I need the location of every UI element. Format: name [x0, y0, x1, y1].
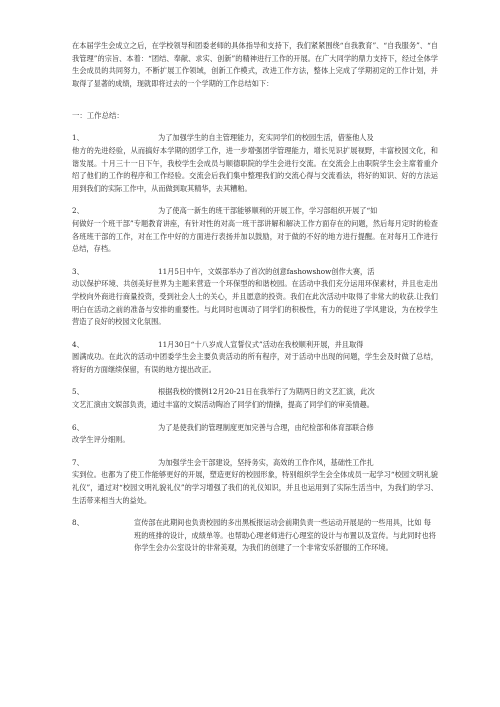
list-item: [72, 457, 438, 507]
list-item: [72, 386, 438, 411]
item-body: 实到位。也都为了使工作能够更好的开展，塑造更好的校园形象，特别组织学生会全体成员一起学习“校园文明礼貌礼仪”，通过对“校园文明礼貌礼仪”的学习增强了我们的礼仪知识，并且也运用到了实际生活当中，为我们的学习、生活带来相当大的益处。: [72, 470, 438, 505]
item-number: 6、: [72, 422, 84, 432]
list-item: [72, 266, 438, 329]
item-first-line: 根据我校的惯例12月20-21日在我举行了为期两日的文艺汇演，此次: [158, 387, 375, 397]
item-body: 动以保护环境、共创美好世界为主题来营造一个环保型的和谐校园。在活动中我们充分运用环保素材，并且也走出学校向外商进行商量投资，受到社会人士的关心，并且愿意的投资。我们在此次活动中取得了非常大的收获.让我们明白在活动之前的准备与安排的重要性。与此同时也调动了同学们的积极性，有力的促进了学风建设，为在校学生营造了良好的校园文化氛围。: [72, 279, 438, 327]
item-first-line: 为了加强学生的自主管理能力，充实同学们的校园生活，借鉴他人及: [158, 133, 374, 143]
item-first-line: 为加强学生会干部建设，坚持务实，高效的工作作风，基础性工作扎: [158, 457, 374, 467]
item-first-line: 11月30日“十八岁成人宣誓仪式”活动在我校顺利开展，并且取得: [158, 339, 364, 349]
item-number: 3、: [72, 266, 84, 276]
item-body: 他方的先进经验，从而搞好本学期的团学工作，进一步增强团学管理能力，增长见识扩展视野，丰富校园文化，和谐发展。十月三十一日下午，我校学生会成员与顺德职院的学生会进行交流。在交流会上由职院学生会主席着重介绍了他们的工作的程序和工作经验。交流会后我们集中整理我们的交流心得与交流看法，将好的知识、好的方法运用到我们的实际工作中，从而做到取其精华，去其糟粕。: [72, 145, 438, 193]
list-item: [72, 339, 438, 377]
item-number: 2、: [72, 206, 84, 216]
document-page: [72, 40, 438, 565]
list-item: [72, 517, 438, 555]
item-body: 宣传部在此期间也负责校园的多出黑板报运动会前期负责一些运动开展是的一些用具，比如 每班的班排的设计，成绩单等。也帮助心理老师进行心理室的设计与布置以及宣传。与此同时也将你学生会办公室设计的非常美观，为我们的创建了一个非常安乐舒服的工作环境。: [134, 518, 436, 553]
item-number: 7、: [72, 457, 84, 467]
item-body: 文艺汇演由文娱部负责，通过丰富的文娱活动陶冶了同学们的情操，提高了同学们的审美情趣。: [72, 400, 374, 410]
item-number: 1、: [72, 133, 84, 143]
list-item: [72, 205, 438, 255]
section-heading: 一：工作总结：: [72, 111, 124, 121]
list-item: [72, 422, 438, 447]
item-number: 4、: [72, 339, 84, 349]
item-number: 5、: [72, 387, 84, 397]
list-item: [72, 132, 438, 195]
item-body: 何做好一个班干部”专题教育讲座，有针对性的对高一班干部讲解和解决工作方面存在的问题，然后每月定时的检查各班班干部的工作，对在工作中好的方面进行表扬并加以鼓励，对于做的不好的地方进行提醒。在对每月工作进行总结，存档。: [72, 218, 438, 254]
item-first-line: 为了是使我们的管理制度更加完善与合理，由纪检部和体育部联合修: [158, 422, 374, 432]
item-number: 8、: [72, 518, 84, 528]
item-body: 改学生评分细则。: [72, 435, 130, 445]
item-first-line: 为了使高一新生的班干部能够顺利的开展工作，学习部组织开展了“如: [158, 206, 378, 216]
item-first-line: 11月5日中午，文娱部举办了首次的创意fashowshow创作大赛，活: [158, 266, 375, 276]
intro-paragraph: 在本届学生会成立之后，在学校领导和团委老师的具体指导和支持下，我们紧紧围绕“自我教育”、“自我服务”、“自我管理”的宗旨、本着：“团结、奉献、求实、创新”的精神进行工作的开展。在广大同学的鼎力支持下，经过全体学生会成员的共同努力，不断扩展工作领域，创新工作模式，改进工作方法，整体上完成了学期初定的工作计划，并取得了显著的成绩，现就即将过去的一个学期的工作总结如下：: [72, 41, 438, 88]
item-body: 圆满成功。在此次的活动中团委学生会主要负责活动的所有程序，对于活动中出现的问题，学生会及时做了总结，将好的方面继续保留，有误的地方提出改正。: [72, 352, 438, 374]
